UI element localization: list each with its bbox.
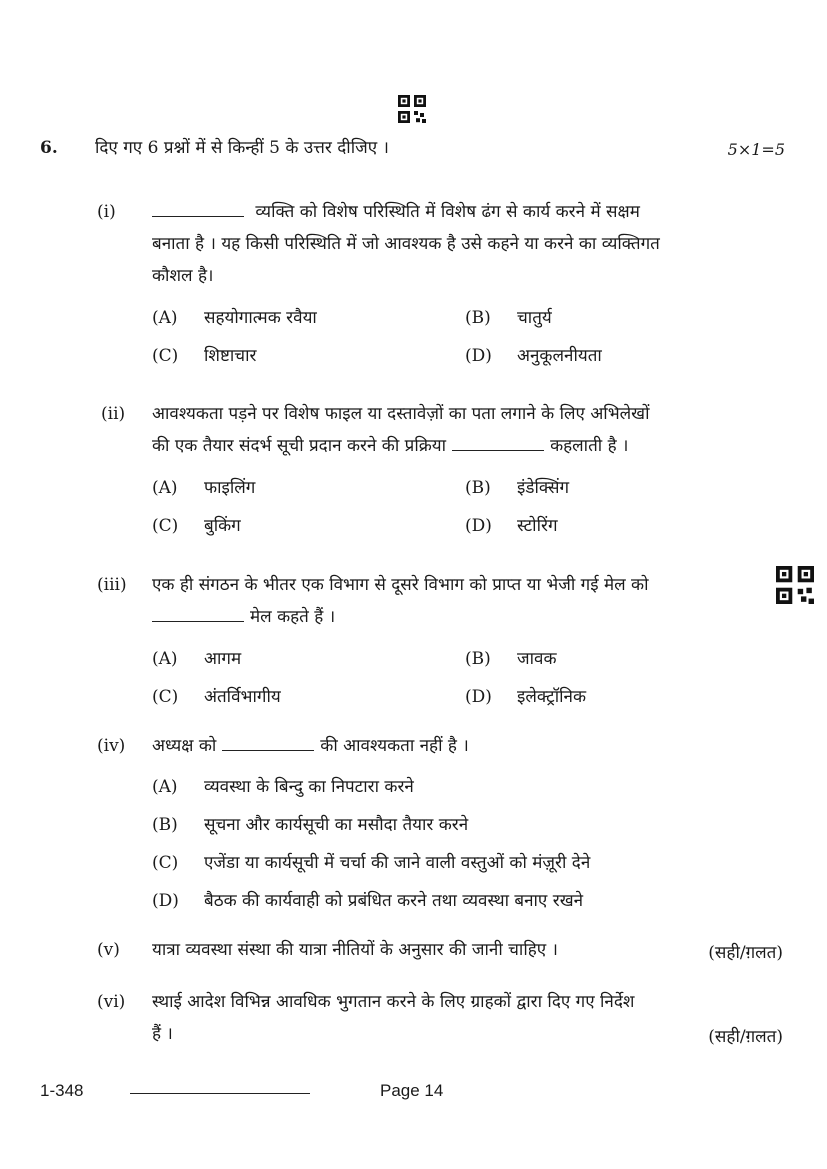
side-qr-code-icon [776, 566, 814, 604]
question-number: 6. [40, 138, 58, 158]
subquestion-number: (iii) [97, 575, 127, 595]
question-text-line: एक ही संगठन के भीतर एक विभाग से दूसरे विभाग को प्राप्त या भेजी गई मेल को [152, 575, 649, 595]
true-false-marker: (सही/ग़लत) [708, 1027, 783, 1047]
answer-blank [152, 202, 244, 217]
question-instruction: दिए गए 6 प्रश्नों में से किन्हीं 5 के उत्तर दीजिए । [95, 138, 389, 158]
option-d: (D) अनुकूलनीयता [465, 346, 602, 366]
option-b: (B) चातुर्य [465, 308, 552, 328]
subquestion-number: (iv) [97, 736, 126, 756]
option-a: (A) फाइलिंग [152, 478, 256, 498]
option-b: (B) सूचना और कार्यसूची का मसौदा तैयार करने [152, 815, 469, 835]
subquestion-number: (vi) [97, 992, 126, 1012]
answer-blank [452, 436, 544, 451]
footer-divider [130, 1093, 310, 1094]
option-a: (A) आगम [152, 649, 242, 669]
question-text-line: बनाता है । यह किसी परिस्थिति में जो आवश्यक है उसे कहने या करने का व्यक्तिगत [152, 234, 660, 254]
question-text-line: हैं । [152, 1024, 173, 1044]
true-false-marker: (सही/ग़लत) [708, 943, 783, 963]
answer-blank [222, 736, 314, 751]
option-c: (C) बुकिंग [152, 516, 241, 536]
question-text-line: यात्रा व्यवस्था संस्था की यात्रा नीतियों के अनुसार की जानी चाहिए । [152, 940, 559, 960]
option-d: (D) स्टोरिंग [465, 516, 558, 536]
qr-code-icon [398, 95, 426, 123]
option-b: (B) जावक [465, 649, 557, 669]
subquestion-number: (ii) [101, 404, 126, 424]
question-text-line: व्यक्ति को विशेष परिस्थिति में विशेष ढंग से कार्य करने में सक्षम [152, 196, 640, 228]
option-c: (C) एजेंडा या कार्यसूची में चर्चा की जाने वाली वस्तुओं को मंज़ूरी देने [152, 853, 591, 873]
option-c: (C) शिष्टाचार [152, 346, 257, 366]
option-a: (A) सहयोगात्मक रवैया [152, 308, 317, 328]
option-b: (B) इंडेक्सिंग [465, 478, 570, 498]
subquestion-number: (i) [97, 202, 116, 222]
option-d: (D) इलेक्ट्रॉनिक [465, 687, 587, 707]
question-text-line: अध्यक्ष को की आवश्यकता नहीं है । [152, 736, 469, 756]
option-d: (D) बैठक की कार्यवाही को प्रबंधित करने तथा व्यवस्था बनाए रखने [152, 891, 584, 911]
answer-blank [152, 607, 244, 622]
question-text-line: कौशल है। [152, 266, 214, 286]
question-text-line: आवश्यकता पड़ने पर विशेष फाइल या दस्तावेज़ों का पता लगाने के लिए अभिलेखों [152, 404, 650, 424]
question-text-line: मेल कहते हैं । [152, 601, 335, 633]
option-a: (A) व्यवस्था के बिन्दु का निपटारा करने [152, 777, 414, 797]
page-number: Page 14 [380, 1081, 444, 1100]
question-text-line: स्थाई आदेश विभिन्न आवधिक भुगतान करने के लिए ग्राहकों द्वारा दिए गए निर्देश [152, 992, 635, 1012]
question-text-line: की एक तैयार संदर्भ सूची प्रदान करने की प्रक्रिया कहलाती है । [152, 436, 629, 456]
paper-code: 1-348 [40, 1081, 84, 1100]
option-c: (C) अंतर्विभागीय [152, 687, 281, 707]
marks-allocation: 5×1=5 [727, 140, 785, 159]
subquestion-number: (v) [97, 940, 120, 960]
